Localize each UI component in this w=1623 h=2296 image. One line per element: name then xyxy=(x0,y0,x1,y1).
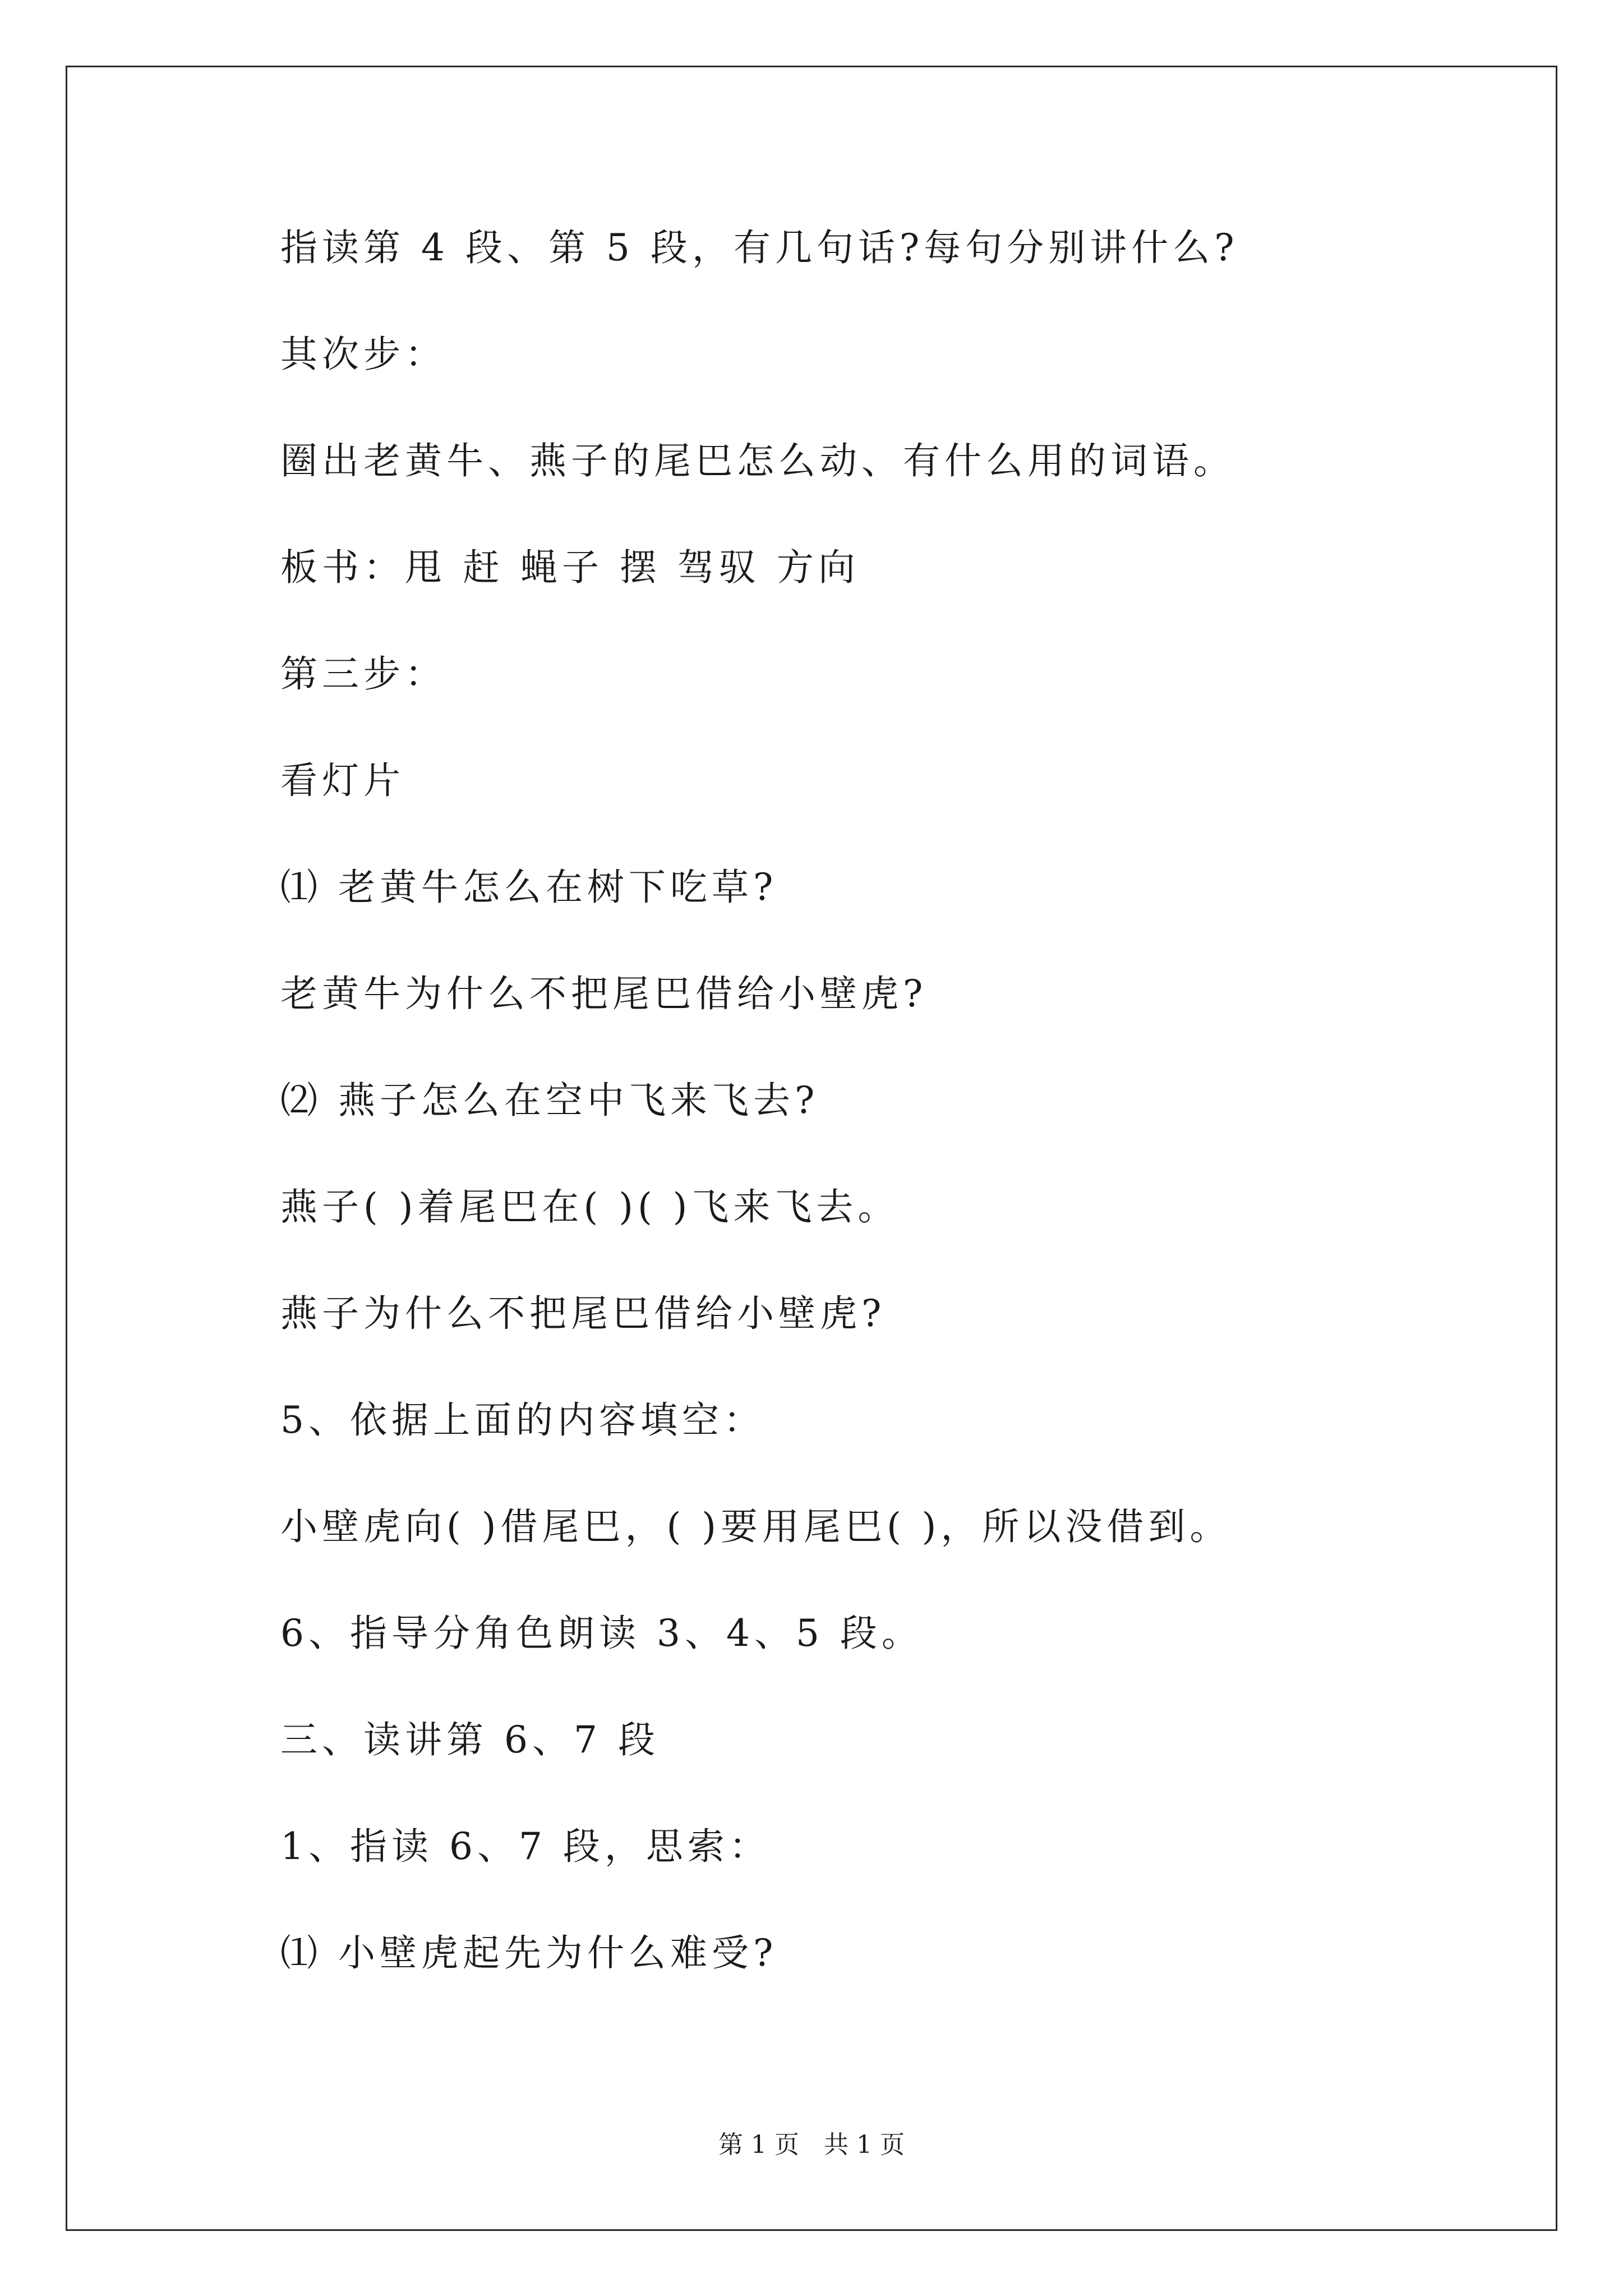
text-line: 5、依据上面的内容填空： xyxy=(280,1398,765,1442)
text-line: 第三步： xyxy=(280,652,446,696)
document-body xyxy=(280,226,1514,2037)
text-line: 老黄牛为什么不把尾巴借给小壁虎? xyxy=(280,972,928,1015)
text-line: ⑵ 燕子怎么在空中飞来飞去? xyxy=(280,1079,819,1122)
text-line: 圈出老黄牛、燕子的尾巴怎么动、有什么用的词语。 xyxy=(280,439,1235,482)
text-line: 指读第 4 段、第 5 段，有几句话?每句分别讲什么? xyxy=(280,226,1239,269)
text-line: ⑴ 小壁虎起先为什么难受? xyxy=(280,1931,778,1975)
text-line: 板书：甩 赶 蝇子 摆 驾驭 方向 xyxy=(280,546,860,589)
page-number-footer: 第 1 页 共 1 页 xyxy=(718,2131,905,2159)
text-line: 三、读讲第 6、7 段 xyxy=(280,1718,660,1761)
text-line: 燕子为什么不把尾巴借给小壁虎? xyxy=(280,1292,886,1335)
text-line: 看灯片 xyxy=(280,759,405,802)
text-line: 其次步： xyxy=(280,333,446,376)
text-line: 燕子( )着尾巴在( )( )飞来飞去。 xyxy=(280,1185,900,1228)
text-line: ⑴ 老黄牛怎么在树下吃草? xyxy=(280,866,778,909)
text-line: 1、指读 6、7 段，思索： xyxy=(280,1825,771,1868)
text-line: 6、指导分角色朗读 3、4、5 段。 xyxy=(280,1612,923,1655)
text-line: 小壁虎向( )借尾巴，( )要用尾巴( )，所以没借到。 xyxy=(280,1505,1232,1548)
